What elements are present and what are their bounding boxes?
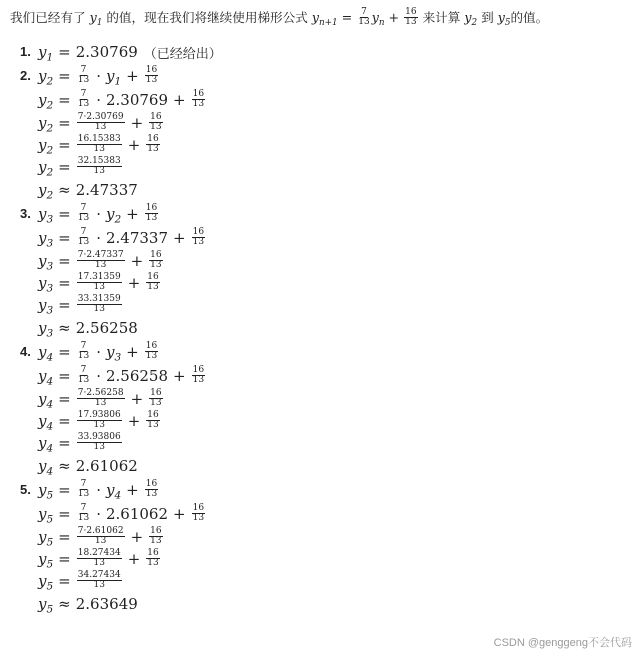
step-line: $y_3$ = $\frac{7\cdot 2.47337}{13}$ + $\frac{16}{13}$ [38, 249, 162, 273]
given-note: （已经给出） [143, 45, 222, 61]
step-5 [20, 478, 620, 616]
step-line: $y_3$ = $\frac{33.31359}{13}$ [38, 293, 121, 317]
step-line: $y_4$ = $\frac{17.93806}{13}$ + $\frac{16}{13}$ [38, 409, 159, 433]
step-line: $y_1$ = 2.30769 （已经给出） [38, 43, 222, 64]
formula-frac-b: $\frac{16}{13}$ [405, 7, 417, 27]
step-result: $y_3$ ≈ 2.56258 [38, 319, 138, 340]
step-line: $y_5$ = $\frac{7\cdot 2.61062}{13}$ + $\frac{16}{13}$ [38, 525, 162, 549]
step-number: 2. [20, 68, 31, 83]
step-line: $y_4$ = $\frac{7}{13}$ · 2.56258 + $\frac{16}{13}$ [38, 364, 205, 388]
watermark: CSDN @genggeng不会代码 [493, 637, 632, 649]
intro-paragraph [10, 8, 548, 28]
steps-list [20, 40, 620, 616]
intro-text-3: 来计算 [422, 10, 461, 25]
step-number: 4. [20, 344, 31, 359]
step-number: 3. [20, 206, 31, 221]
intro-text-2: 的值，现在我们将继续使用梯形公式 [106, 10, 308, 25]
formula-eq: = [341, 10, 353, 25]
step-line: $y_5$ = $\frac{7}{13}$ · 2.61062 + $\frac{16}{13}$ [38, 502, 205, 526]
step-line: $y_4$ = $\frac{33.93806}{13}$ [38, 431, 121, 455]
step-line: $y_2$ = $\frac{7}{13}$ · 2.30769 + $\frac{16}{13}$ [38, 88, 205, 112]
formula-lhs: $y_{n+1}$ [311, 10, 338, 29]
step-line: $y_2$ = $\frac{16.15383}{13}$ + $\frac{16}{13}$ [38, 133, 159, 157]
intro-text-5: 的值。 [510, 10, 549, 25]
formula-rhs-var: $y_n$ [371, 10, 385, 29]
intro-y2: $y_2$ [464, 10, 478, 29]
step-number: 1. [20, 44, 31, 59]
step-result: $y_4$ ≈ 2.61062 [38, 457, 138, 478]
step-line: $y_4$ = $\frac{7\cdot 2.56258}{13}$ + $\frac{16}{13}$ [38, 387, 162, 411]
step-result: $y_2$ ≈ 2.47337 [38, 181, 138, 202]
step-line: $y_2$ = $\frac{32.15383}{13}$ [38, 155, 121, 179]
step-line: $y_2$ = $\frac{7\cdot 2.30769}{13}$ + $\frac{16}{13}$ [38, 111, 162, 135]
step-line: $y_3$ = $\frac{7}{13}$ · 2.47337 + $\frac{16}{13}$ [38, 226, 205, 250]
step-line: $y_5$ = $\frac{7}{13}$ · $y_4$ + $\frac{16}{13}$ [38, 478, 158, 502]
intro-text-1: 我们已经有了 [10, 10, 86, 25]
step-line: $y_4$ = $\frac{7}{13}$ · $y_3$ + $\frac{16}{13}$ [38, 340, 158, 364]
step-result: $y_5$ ≈ 2.63649 [38, 595, 138, 616]
given-value: 2.30769 [75, 43, 138, 61]
step-line: $y_2$ = $\frac{7}{13}$ · $y_1$ + $\frac{16}{13}$ [38, 64, 158, 88]
step-line: $y_5$ = $\frac{34.27434}{13}$ [38, 569, 121, 593]
step-number: 5. [20, 482, 31, 497]
formula-frac-a: $\frac{7}{13}$ [358, 7, 370, 27]
step-2 [20, 64, 620, 202]
step-line: $y_3$ = $\frac{7}{13}$ · $y_2$ + $\frac{16}{13}$ [38, 202, 158, 226]
step-line: $y_3$ = $\frac{17.31359}{13}$ + $\frac{16}{13}$ [38, 271, 159, 295]
step-line: $y_5$ = $\frac{18.27434}{13}$ + $\frac{16}{13}$ [38, 547, 159, 571]
formula-plus: + [388, 10, 400, 25]
step-3 [20, 202, 620, 340]
intro-text-4: 到 [481, 10, 494, 25]
step-4 [20, 340, 620, 478]
intro-y1: $y_1$ [89, 10, 103, 29]
intro-y5: $y_5$ [497, 10, 511, 29]
step-1 [20, 40, 620, 64]
